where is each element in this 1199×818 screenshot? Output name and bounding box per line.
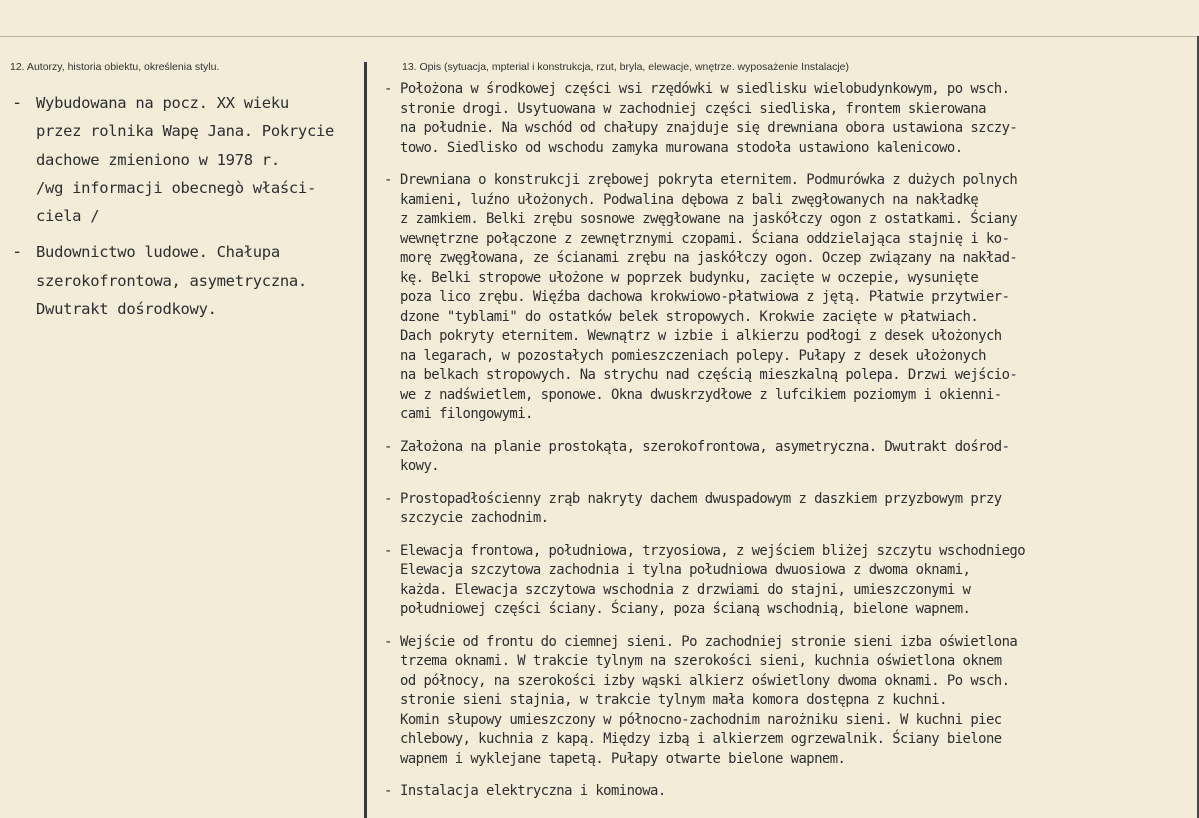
section-13-list-item [384,438,1194,477]
text-line: od północy, na szerokości izby wąski alkierz oświetlony dwoma oknami. Po wsch. [400,672,1010,689]
text-line: dzone "tyblami" do ostatków belek stropowych. Krokwie zacięte w płatwiach. [400,308,979,325]
text-line: stronie drogi. Usytuowana w zachodniej części siedliska, frontem skierowana [400,100,986,117]
section-13-list-item [384,80,1194,158]
text-line: na legarach, w pozostałych pomieszczeniach polepy. Pułapy z desek ułożonych [400,347,986,364]
text-line: /wg informacji obecnegò właści- [36,178,316,197]
text-line: każda. Elewacja szczytowa wschodnia z drzwiami do stajni, umieszczonymi w [400,581,971,598]
text-line: ciela / [36,207,100,226]
paragraph [400,171,1194,425]
text-line: Wejście od frontu do ciemnej sieni. Po zachodniej stronie sieni izba oświetlona [400,633,1018,650]
text-line: dachowe zmieniono w 1978 r. [36,150,280,169]
section-13-list-item [384,633,1194,770]
top-rule [0,36,1199,37]
text-line: Budownictwo ludowe. Chałupa [36,243,280,262]
paragraph [36,238,357,323]
text-line: południowej części ściany. Ściany, poza ścianą wschodnią, bielone wapnem. [400,601,971,617]
text-line: Dwutrakt dośrodkowy. [36,300,217,319]
paragraph [400,542,1194,620]
text-line: Elewacja frontowa, południowa, trzyosiowa, z wejściem bliżej szczytu wschodniego [400,542,1026,559]
section-13-list-item [384,490,1194,529]
bullet-dash: - [384,438,393,455]
text-line: morę zwęgłowana, ze ścianami zrębu na jaskółczy ogon. Oczep związany na nakład- [400,250,1018,266]
section-12-list-item [12,89,357,230]
column-divider [364,62,367,818]
text-line: we z nadświetlem, sponowe. Okna dwuskrzydłowe z lufcikiem poziomym i okienni- [400,386,1002,403]
section-13-header: 13. Opis (sytuacja, mpterial i konstrukcja, rzut, bryla, elewacje, wnętrze. wyposażenie Instalacje) [402,61,850,73]
bullet-dash: - [384,783,393,799]
text-line: na belkach stropowych. Na strychu nad częścią mieszkalną polepa. Drzwi wejścio- [400,367,1018,383]
bullet-dash: - [384,490,393,507]
paragraph [400,80,1194,158]
text-line: Prostopadłościenny zrąb nakryty dachem dwuspadowym z daszkiem przyzbowym przy [400,490,1002,507]
text-line: Wybudowana na pocz. XX wieku [36,94,289,112]
text-line: przez rolnika Wapę Jana. Pokrycie [36,122,335,141]
section-13-list-item [384,542,1194,620]
text-line: na południe. Na wschód od chałupy znajduje się drewniana obora ustawiona szczy- [400,120,1018,136]
section-12-list-item [12,238,357,323]
bullet-dash: - [384,633,393,650]
bullet-dash: - [12,93,23,113]
text-line: towo. Siedlisko od wschodu zamyka murowana stodoła ustawiono kalenicowo. [400,139,963,156]
text-line: kowy. [400,458,440,474]
bullet-dash: - [384,81,393,97]
text-line: szczycie zachodnim. [400,510,549,526]
section-13-list-item [384,782,1194,802]
section-13-body [384,80,1194,815]
paragraph [36,89,357,230]
text-line: kamieni, luźno ułożonych. Podwalina dębowa z bali zwęgłowanych na nakładkę [400,191,979,208]
text-line: kę. Belki stropowe ułożone w poprzek budynku, zacięte w oczepie, wysunięte [400,269,979,286]
text-line: cami filongowymi. [400,406,533,422]
paragraph [400,782,1194,802]
text-line: poza lico zrębu. Więźba dachowa krokwiowo-płatwiowa z jętą. Płatwie przytwier- [400,289,1010,305]
paragraph [400,490,1194,529]
text-line: wewnętrzne połączone z zewnętrznymi czopami. Ściana oddzielająca stajnię i ko- [400,230,1010,247]
bullet-dash: - [12,242,23,263]
paragraph [400,633,1194,770]
paragraph [400,438,1194,477]
section-12-body [12,89,357,331]
text-line: Założona na planie prostokąta, szerokofrontowa, asymetryczna. Dwutrakt dośrod- [400,438,1010,455]
text-line: wapnem i wyklejane tapetą. Pułapy otwarte bielone wapnem. [400,750,846,767]
text-line: stronie sieni stajnia, w trakcie tylnym mała komora dostępna z kuchni. [400,692,947,708]
bullet-dash: - [384,542,393,559]
section-12-header: 12. Autorzy, historia obiektu, określenia stylu. [10,61,220,73]
text-line: Drewniana o konstrukcji zrębowej pokryta eternitem. Podmurówka z dużych polnych [400,172,1018,188]
bullet-dash: - [384,172,393,188]
text-line: szerokofrontowa, asymetryczna. [36,271,307,290]
text-line: chlebowy, kuchnia z kapą. Między izbą i alkierzem ogrzewalnik. Ściany bielone [400,731,1002,747]
text-line: Instalacja elektryczna i kominowa. [400,783,666,799]
text-line: Elewacja szczytowa zachodnia i tylna południowa dwuosiowa z dwoma oknami, [400,562,971,578]
text-line: z zamkiem. Belki zrębu sosnowe zwęgłowane na jaskółczy ogon z ostatkami. Ściany [400,211,1018,227]
section-13-list-item [384,171,1194,425]
text-line: Komin słupowy umieszczony w północno-zachodnim narożniku sieni. W kuchni piec [400,711,1002,728]
text-line: trzema oknami. W trakcie tylnym na szerokości sieni, kuchnia oświetlona oknem [400,653,1002,669]
text-line: Dach pokryty eternitem. Wewnątrz w izbie i alkierzu podłogi z desek ułożonych [400,328,1002,344]
text-line: Położona w środkowej części wsi rzędówki w siedlisku wielobudynkowym, po wsch. [400,81,1010,97]
